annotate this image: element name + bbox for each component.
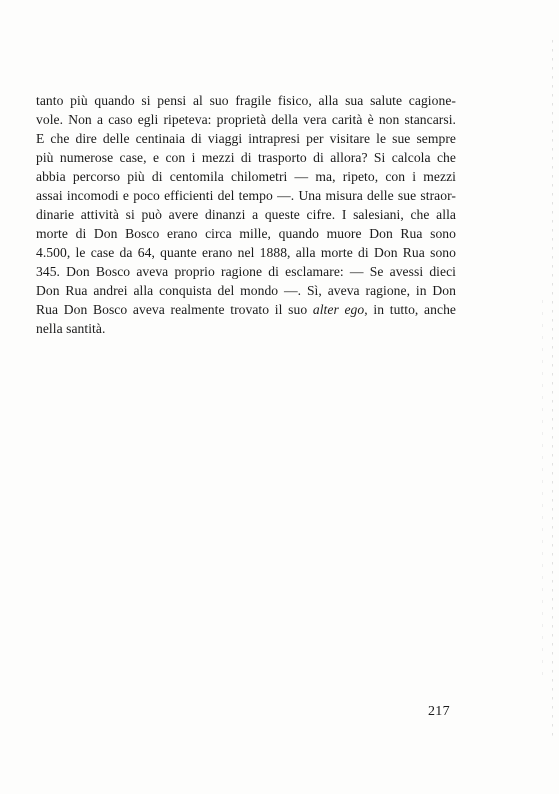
text-line: E che dire delle centinaia di viaggi intrapresi per visitare le sue sempre: [36, 131, 456, 146]
text-segment: Rua Don Bosco aveva realmente trovato il suo: [36, 302, 313, 317]
body-paragraph: [36, 91, 456, 338]
text-line: tanto più quando si pensi al suo fragile fisico, alla sua salute cagione-: [36, 93, 456, 108]
scan-edge-artifact: [552, 40, 553, 740]
scan-edge-artifact: [542, 300, 543, 680]
text-line-with-italic: [36, 300, 456, 319]
italic-phrase: alter ego: [312, 302, 365, 317]
text-line: assai incomodi e poco efficienti del tempo —. Una misura delle sue straor-: [36, 188, 456, 203]
text-line: vole. Non a caso egli ripeteva: proprietà della vera carità è non stancarsi.: [36, 112, 456, 127]
text-line: dinarie attività si può avere dinanzi a queste cifre. I salesiani, che alla: [36, 207, 456, 222]
text-line: Don Rua andrei alla conquista del mondo —. Sì, aveva ragione, in Don: [36, 283, 456, 298]
text-line: più numerose case, e con i mezzi di trasporto di allora? Si calcola che: [36, 150, 456, 165]
text-line: morte di Don Bosco erano circa mille, quando muore Don Rua sono: [36, 226, 456, 241]
text-line-last: nella santità.: [36, 321, 106, 336]
text-line: 345. Don Bosco aveva proprio ragione di esclamare: — Se avessi dieci: [36, 264, 456, 279]
text-segment: , in tutto, anche: [364, 302, 456, 317]
page-number: 217: [428, 704, 450, 719]
text-line: 4.500, le case da 64, quante erano nel 1888, alla morte di Don Rua sono: [36, 245, 456, 260]
text-line: abbia percorso più di centomila chilometri — ma, ripeto, con i mezzi: [36, 169, 456, 184]
